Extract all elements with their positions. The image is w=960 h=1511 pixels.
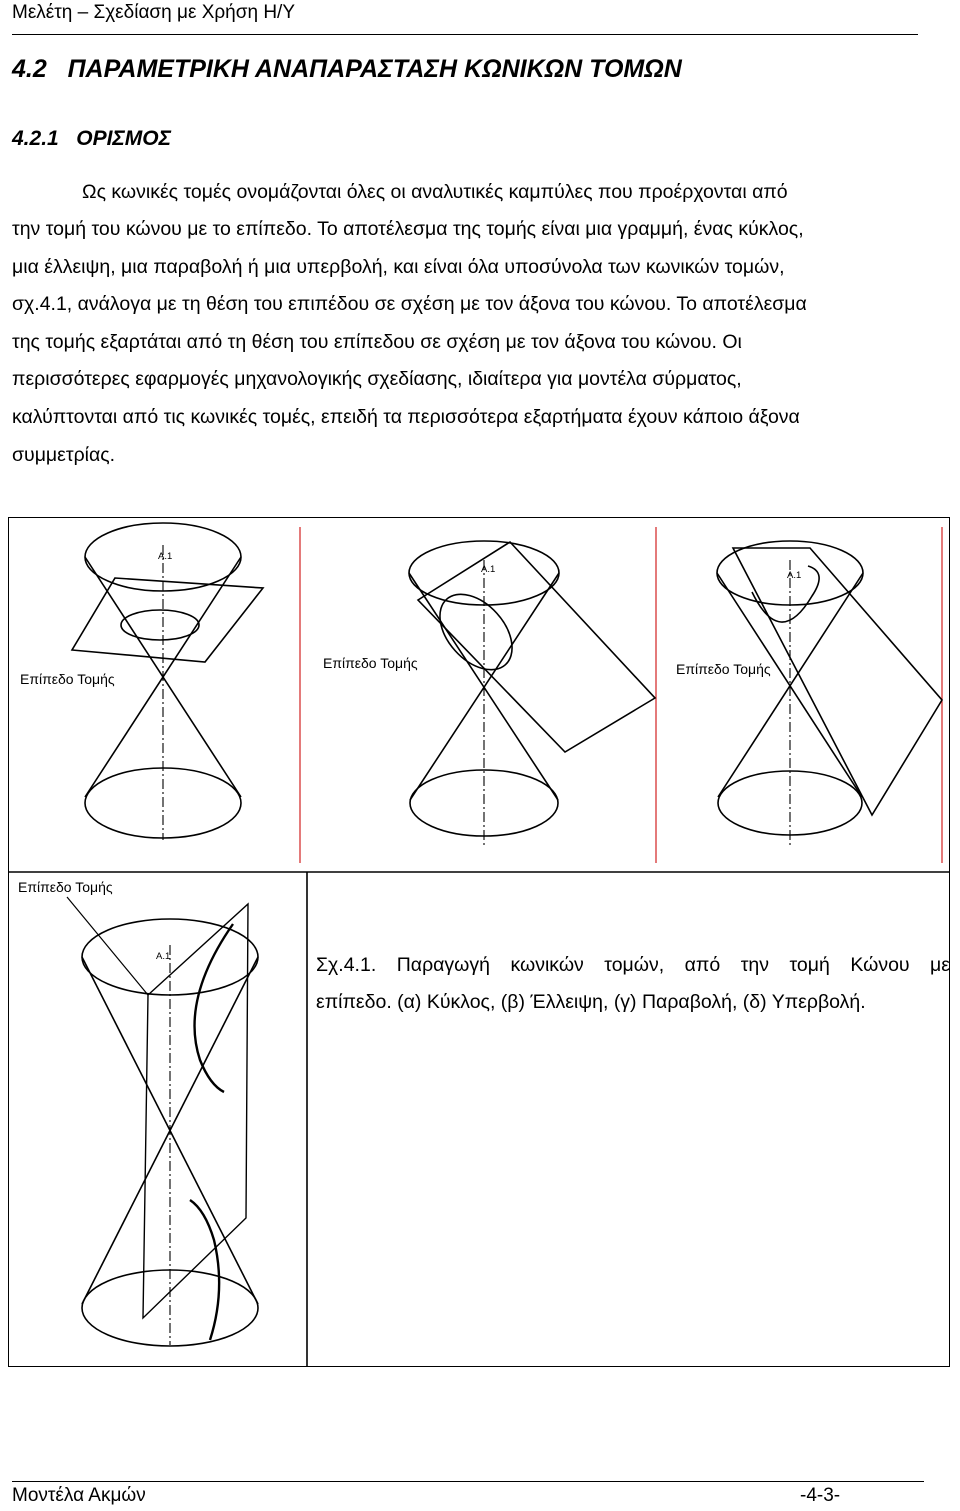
paragraph-line: συμμετρίας. [12,444,116,466]
paragraph-line: καλύπτονται από τις κωνικές τομές, επειδή τα περισσότερα εξαρτήματα έχουν κάποιο άξονα [12,406,800,428]
plane-label-c: Επίπεδο Τομής [676,661,771,677]
axis-label: A.1 [787,570,802,581]
paragraph-line: την τομή του κώνου με το επίπεδο. Το αποτέλεσμα της τομής είναι μια γραμμή, ένας κύκλος, [12,218,804,240]
section-circle [121,610,199,640]
subsection-number: 4.2.1 [12,127,59,150]
axis-label: A.1 [156,951,171,962]
paragraph-line: της τομής εξαρτάται από τη θέση του επίπεδου σε σχέση με τον άξονα του κώνου. Οι [12,331,742,353]
page-number: -4-3- [800,1485,841,1506]
axis-label: A.1 [158,551,173,562]
paragraph-line: μια έλλειψη, μια παραβολή ή μια υπερβολή, και είναι όλα υποσύνολα των κωνικών τομών, [12,256,785,278]
paragraph-line: περισσότερες εφαρμογές μηχανολογικής σχεδίασης, ιδιαίτερα για μοντέλα σύρματος, [12,368,742,390]
panel-c [717,527,942,863]
panel-b [409,527,656,863]
running-header: Μελέτη – Σχεδίαση με Χρήση Η/Υ [12,2,295,23]
caption-line: Σχ.4.1. Παραγωγή κωνικών τομών, από την τομή Κώνου με [316,954,950,976]
plane-label-d: Επίπεδο Τομής [18,879,113,895]
section-parabola [752,566,819,622]
paragraph-line: σχ.4.1, ανάλογα με τη θέση του επιπέδου σε σχέση με τον άξονα του κώνου. Το αποτέλεσμα [12,293,807,315]
axis-label: A.1 [481,564,496,575]
plane-label-a: Επίπεδο Τομής [20,671,115,687]
footer-title: Μοντέλα Ακμών [12,1485,146,1506]
section-number: 4.2 [12,55,47,83]
plane-label-b: Επίπεδο Τομής [323,655,418,671]
hyperbola-lower-branch [190,1200,219,1340]
section-ellipse [426,581,526,684]
panel-a [72,523,300,863]
cutting-plane [418,542,655,752]
cutting-plane [143,904,248,1318]
footer-rule [12,1481,924,1482]
panel-d [67,897,258,1346]
cutting-plane [733,548,942,815]
subsection-title: ΟΡΙΣΜΟΣ [76,127,172,150]
hyperbola-upper-branch [195,924,233,1092]
caption-line: επίπεδο. (α) Κύκλος, (β) Έλλειψη, (γ) Παραβολή, (δ) Υπερβολή. [316,991,866,1013]
section-title: ΠΑΡΑΜΕΤΡΙΚΗ ΑΝΑΠΑΡΑΣΤΑΣΗ ΚΩΝΙΚΩΝ ΤΟΜΩΝ [67,55,682,83]
figure-caption [316,947,950,1021]
paragraph-line: Ως κωνικές τομές ονομάζονται όλες οι αναλυτικές καμπύλες που προέρχονται από [82,181,788,203]
label-leader [67,897,148,995]
